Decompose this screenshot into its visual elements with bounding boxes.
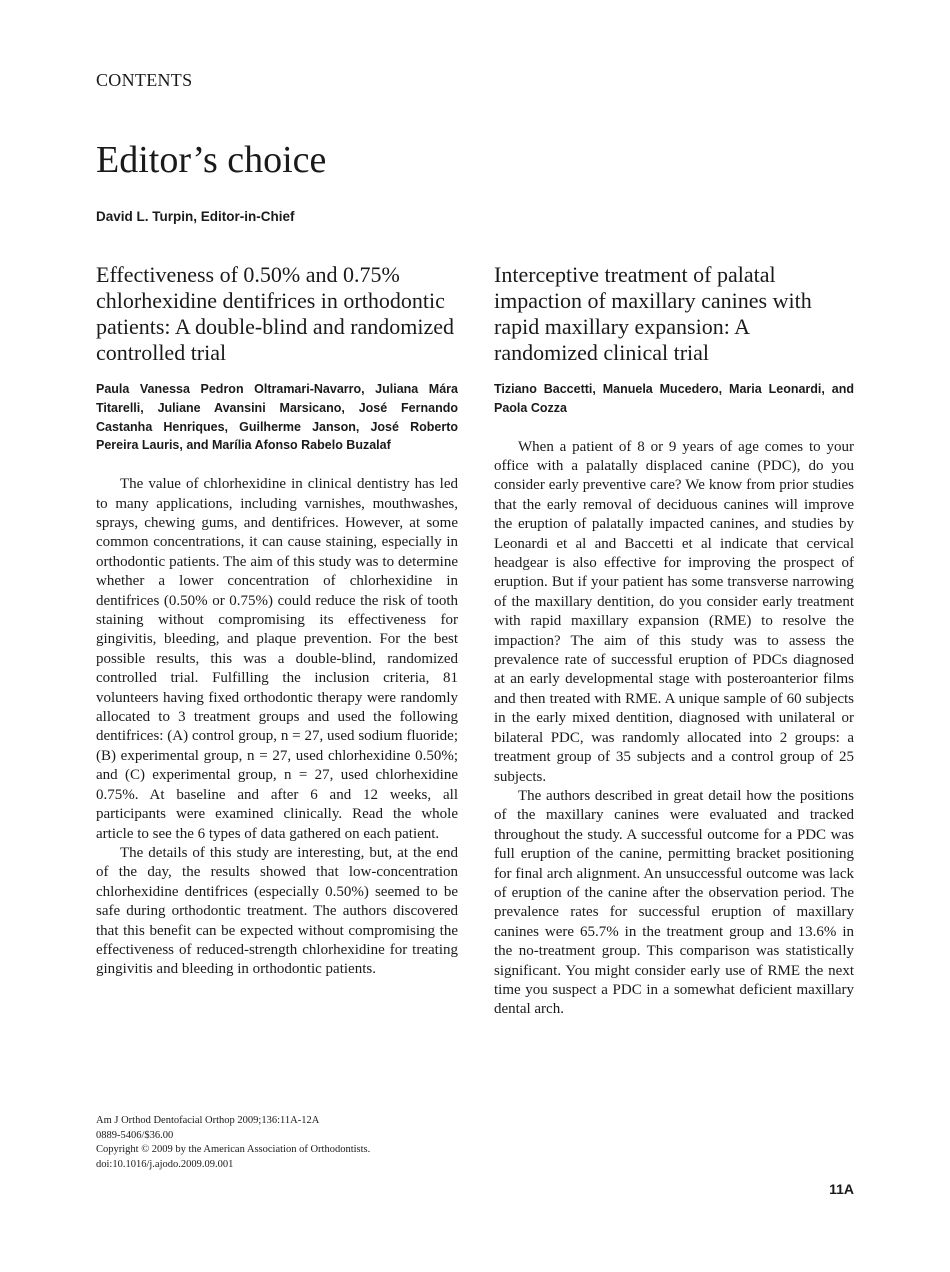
article-body bbox=[494, 438, 854, 1020]
article-right bbox=[494, 262, 854, 1020]
article-title: Effectiveness of 0.50% and 0.75% chlorhexidine dentifrices in orthodontic patients: A double-blind and randomized controlled trial bbox=[96, 262, 455, 365]
article-paragraph: The value of chlorhexidine in clinical dentistry has led to many applications, including varnishes, mouthwashes, sprays, chewing gums, and dentifrices. However, at some common concentrations, it can cause staining, especially in orthodontic patients. The aim of this study was to determine whether a lower concentration of chlorhexidine in dentifrices (0.50% or 0.75%) could reduce the risk of tooth staining without compromising its effectiveness for gingivitis, bleeding, and plaque prevention. For the best possible results, this was a double-blind, randomized controlled trial. Fulfilling the inclusion criteria, 81 volunteers having fixed orthodontic therapy were randomly allocated to 3 treatment groups and used the following dentifrices: (A) control group, n = 27, used sodium fluoride; (B) experimental group, n = 27, used chlorhexidine 0.50%; and (C) experimental group, n = 27, used chlorhexidine 0.75%. At baseline and after 6 and 12 weeks, all participants were examined clinically. Read the whole article to see the 6 types of data gathered on each patient. bbox=[96, 476, 458, 842]
editor-byline: David L. Turpin, Editor-in-Chief bbox=[96, 209, 295, 224]
page-title: Editor’s choice bbox=[96, 139, 327, 181]
page-number: 11A bbox=[829, 1181, 854, 1197]
journal-citation: Am J Orthod Dentofacial Orthop 2009;136:11A-12A bbox=[96, 1115, 320, 1126]
article-title: Interceptive treatment of palatal impaction of maxillary canines with rapid maxillary expansion: A randomized clinical trial bbox=[494, 262, 812, 365]
copyright: Copyright © 2009 by the American Association of Orthodontists. bbox=[96, 1144, 371, 1155]
publication-footnote bbox=[96, 1114, 370, 1172]
issn: 0889-5406/$36.00 bbox=[96, 1129, 174, 1141]
article-body bbox=[96, 475, 458, 980]
article-paragraph: The details of this study are interesting, but, at the end of the day, the results showed that low-concentration chlorhexidine dentifrices (especially 0.50%) seemed to be safe during orthodontic treatment. The authors discovered that this benefit can be expected without compromising the effectiveness of reduced-strength chlorhexidine for treating gingivitis and bleeding in orthodontic patients. bbox=[96, 844, 458, 978]
article-authors: Tiziano Baccetti, Manuela Mucedero, Maria Leonardi, and Paola Cozza bbox=[494, 382, 854, 415]
doi: doi:10.1016/j.ajodo.2009.09.001 bbox=[96, 1158, 234, 1170]
section-label: CONTENTS bbox=[96, 70, 193, 90]
article-paragraph: The authors described in great detail how the positions of the maxillary canines were evaluated and tracked throughout the study. A successful outcome for a PDC was full eruption of the canine, permitting bracket positioning for final arch alignment. An unsuccessful outcome was lack of eruption of the canine after the observation period. The prevalence rates for successful eruption of maxillary canines were 65.7% in the treatment group and 13.6% in the no-treatment group. This comparison was statistically significant. You might consider early use of RME the next time you suspect a PDC in a somewhat deficient maxillary dental arch. bbox=[494, 787, 854, 1018]
article-authors: Paula Vanessa Pedron Oltramari-Navarro, Juliana Mára Titarelli, Juliane Avansini Marsicano, José Fernando Castanha Henriques, Guilherme Janson, José Roberto Pereira Lauris, and Marília Afonso Rabelo Buzalaf bbox=[96, 382, 458, 453]
article-left bbox=[96, 262, 458, 980]
article-paragraph: When a patient of 8 or 9 years of age comes to your office with a palatally displaced canine (PDC), do you consider early preventive care? We know from prior studies that the early removal of deciduous canines will improve the eruption of palatally impacted canines, and studies by Leonardi et al and Baccetti et al indicate that cervical headgear is also effective for improving the prospect of eruption. But if your patient has some transverse narrowing of the maxillary dentition, do you consider early treatment with rapid maxillary expansion (RME) to resolve the impaction? The aim of this study was to assess the prevalence rate of successful eruption of PDCs diagnosed at an early developmental stage with posteroanterior films and then treated with RME. A unique sample of 60 subjects in the early mixed dentition, diagnosed with unilateral or bilateral PDC, was randomly allocated into 2 groups: a treatment group of 35 subjects and a control group of 25 subjects. bbox=[494, 438, 854, 785]
